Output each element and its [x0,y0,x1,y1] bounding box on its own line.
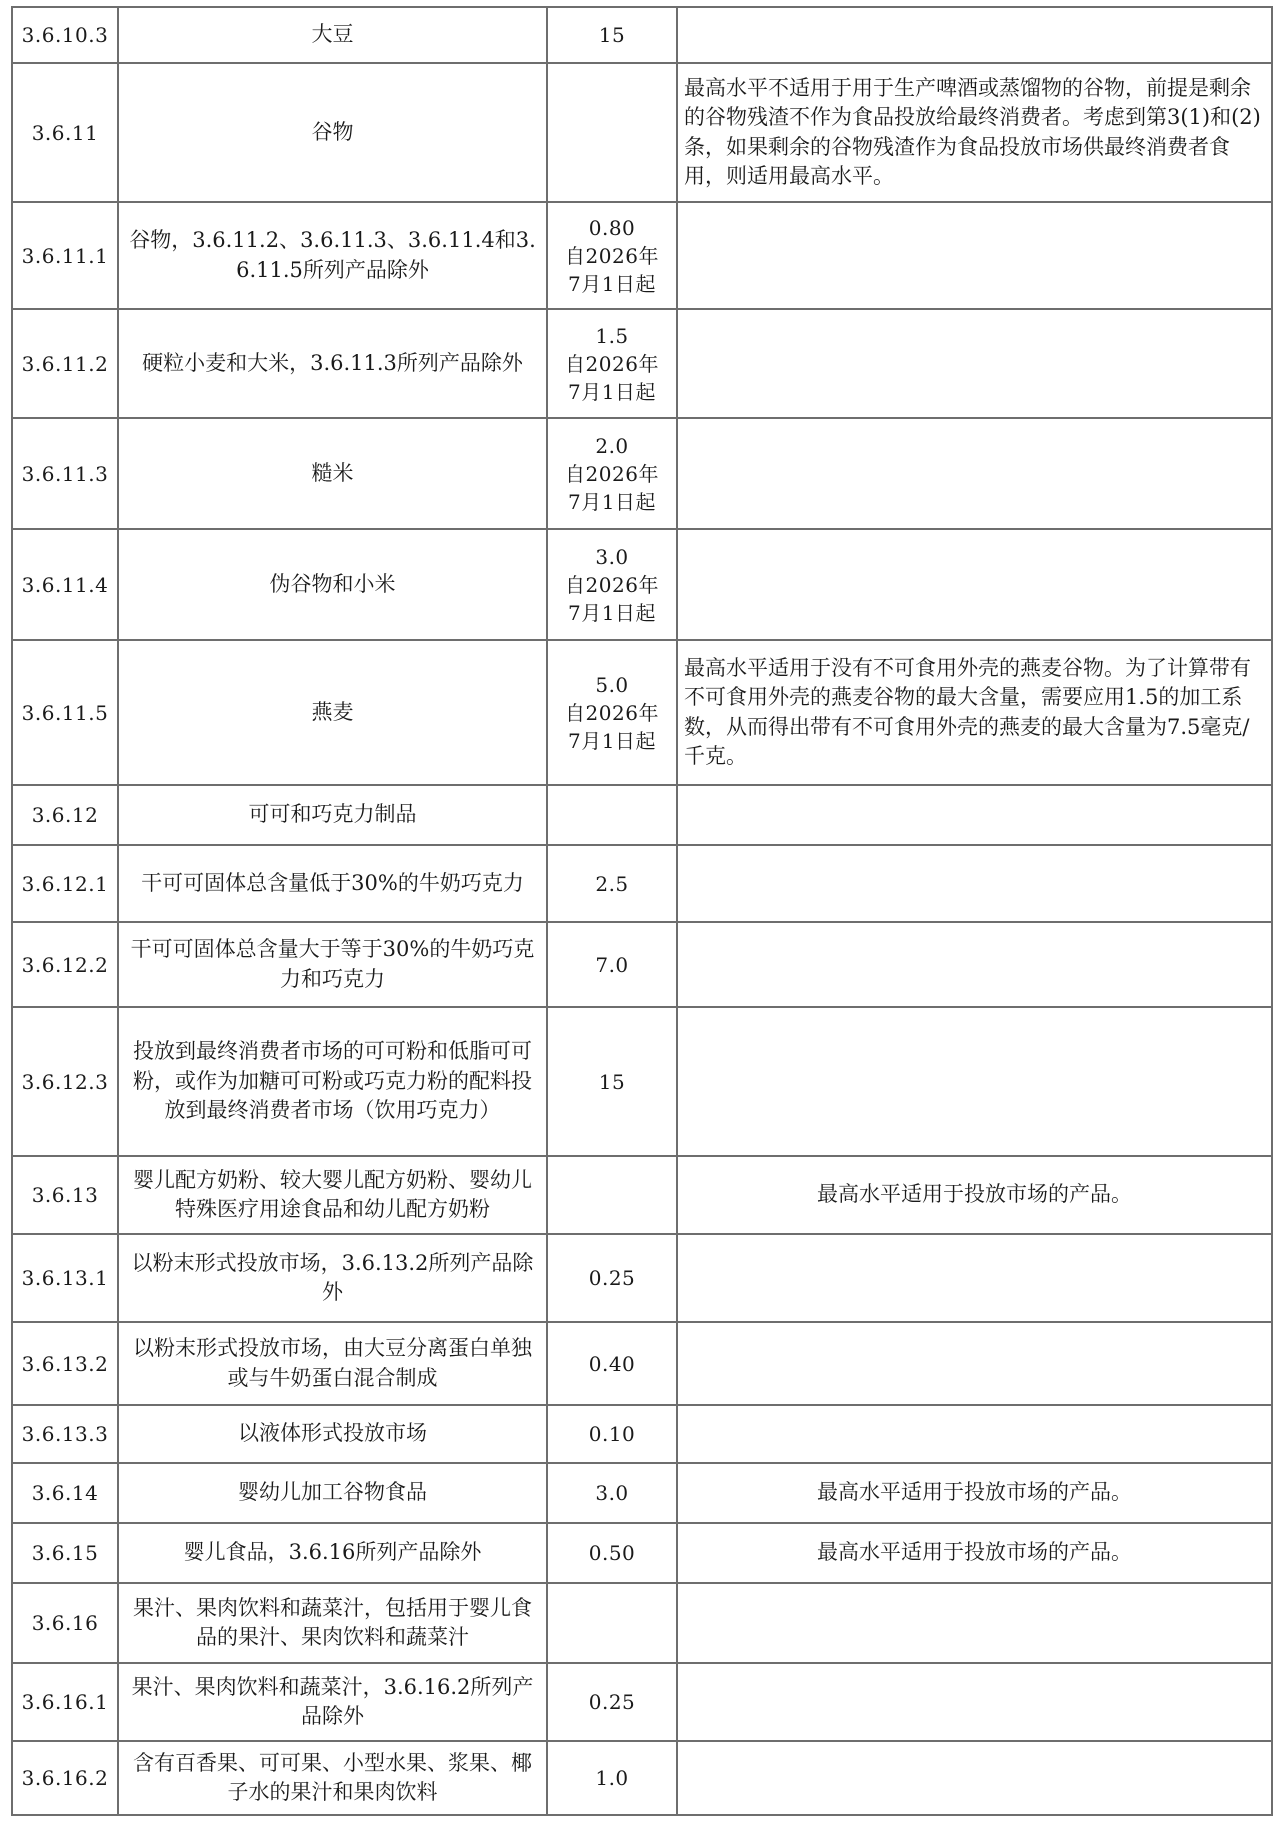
row-level [547,7,677,63]
table-row [12,63,1272,202]
row-product: 果汁、果肉饮料和蔬菜汁，3.6.16.2所列产品除外 [118,1663,547,1741]
level-value: 3.0 [595,544,629,569]
level-value: 15 [598,1069,626,1094]
level-value: 7.0 [595,952,629,977]
row-product: 谷物 [118,63,547,202]
row-code: 3.6.11.3 [12,418,118,529]
row-product: 以粉末形式投放市场，由大豆分离蛋白单独或与牛奶蛋白混合制成 [118,1322,547,1405]
level-date-day: 7月1日起 [568,600,656,625]
level-value: 5.0 [595,672,629,697]
row-level [547,1322,677,1405]
row-level [547,418,677,529]
level-date-from: 自2026年 [565,700,659,725]
row-product: 以液体形式投放市场 [118,1405,547,1463]
level-date-day: 7月1日起 [568,379,656,404]
table-row [12,1463,1272,1523]
level-value: 0.40 [588,1351,636,1376]
row-note [677,1583,1272,1663]
level-value: 1.5 [595,323,629,348]
row-level [547,529,677,640]
table-row [12,418,1272,529]
level-value: 0.50 [588,1541,636,1565]
table-row [12,1007,1272,1156]
row-product: 糙米 [118,418,547,529]
row-product: 可可和巧克力制品 [118,785,547,845]
level-value: 0.80 [588,215,636,240]
row-code: 3.6.11 [12,63,118,202]
row-code: 3.6.11.1 [12,202,118,309]
row-product: 婴儿食品，3.6.16所列产品除外 [118,1523,547,1583]
level-date-from: 自2026年 [565,243,659,268]
row-note [677,1234,1272,1322]
row-level [547,1405,677,1463]
level-value: 2.5 [595,871,629,896]
row-code: 3.6.14 [12,1463,118,1523]
table-row [12,845,1272,922]
level-value: 0.10 [588,1422,636,1446]
row-level [547,640,677,785]
row-product: 谷物，3.6.11.2、3.6.11.3、3.6.11.4和3.6.11.5所列产品除外 [118,202,547,309]
row-level [547,1583,677,1663]
row-level [547,1156,677,1234]
row-level [547,785,677,845]
row-code: 3.6.11.5 [12,640,118,785]
row-code: 3.6.13.3 [12,1405,118,1463]
row-product: 以粉末形式投放市场，3.6.13.2所列产品除外 [118,1234,547,1322]
level-value: 3.0 [595,1481,629,1505]
contaminant-limits-table [11,6,1273,1816]
level-date-day: 7月1日起 [568,271,656,296]
row-level [547,1234,677,1322]
row-note: 最高水平适用于投放市场的产品。 [677,1463,1272,1523]
table-row [12,1405,1272,1463]
row-code: 3.6.13.2 [12,1322,118,1405]
level-date-from: 自2026年 [565,572,659,597]
row-level [547,309,677,418]
level-date-from: 自2026年 [565,461,659,486]
row-note: 最高水平适用于投放市场的产品。 [677,1523,1272,1583]
row-level [547,1741,677,1815]
row-level [547,1007,677,1156]
row-note [677,1007,1272,1156]
row-product: 投放到最终消费者市场的可可粉和低脂可可粉，或作为加糖可可粉或巧克力粉的配料投放到最终消费者市场（饮用巧克力） [118,1007,547,1156]
row-product: 干可可固体总含量低于30%的牛奶巧克力 [118,845,547,922]
row-note [677,922,1272,1007]
row-level [547,1523,677,1583]
row-code: 3.6.15 [12,1523,118,1583]
table-row [12,1156,1272,1234]
table-row [12,7,1272,63]
table-row [12,785,1272,845]
table-row [12,1234,1272,1322]
level-value: 0.25 [588,1266,636,1290]
row-level [547,63,677,202]
row-note: 最高水平适用于没有不可食用外壳的燕麦谷物。为了计算带有不可食用外壳的燕麦谷物的最大含量，需要应用1.5的加工系数，从而得出带有不可食用外壳的燕麦的最大含量为7.5毫克/千克。 [677,640,1272,785]
table-row [12,529,1272,640]
level-value: 2.0 [595,433,629,458]
row-level [547,202,677,309]
row-note [677,529,1272,640]
row-code: 3.6.12.1 [12,845,118,922]
row-code: 3.6.13.1 [12,1234,118,1322]
row-code: 3.6.10.3 [12,7,118,63]
row-code: 3.6.12 [12,785,118,845]
row-note [677,7,1272,63]
row-note: 最高水平不适用于用于生产啤酒或蒸馏物的谷物，前提是剩余的谷物残渣不作为食品投放给最终消费者。考虑到第3(1)和(2)条，如果剩余的谷物残渣作为食品投放市场供最终消费者食用，则适用最高水平。 [677,63,1272,202]
level-value: 15 [598,23,626,47]
level-value: 1.0 [595,1766,629,1790]
table-row [12,1741,1272,1815]
table-row [12,640,1272,785]
row-product: 硬粒小麦和大米，3.6.11.3所列产品除外 [118,309,547,418]
row-note [677,785,1272,845]
row-product: 大豆 [118,7,547,63]
level-date-from: 自2026年 [565,351,659,376]
table-row [12,1322,1272,1405]
table-row [12,1583,1272,1663]
row-code: 3.6.16 [12,1583,118,1663]
level-date-day: 7月1日起 [568,728,656,753]
row-level [547,1463,677,1523]
row-code: 3.6.13 [12,1156,118,1234]
row-level [547,845,677,922]
level-value: 0.25 [588,1690,636,1714]
row-code: 3.6.16.2 [12,1741,118,1815]
table-row [12,309,1272,418]
row-note: 最高水平适用于投放市场的产品。 [677,1156,1272,1234]
row-product: 干可可固体总含量大于等于30%的牛奶巧克力和巧克力 [118,922,547,1007]
row-product: 燕麦 [118,640,547,785]
row-product: 伪谷物和小米 [118,529,547,640]
table-row [12,1523,1272,1583]
row-product: 果汁、果肉饮料和蔬菜汁，包括用于婴儿食品的果汁、果肉饮料和蔬菜汁 [118,1583,547,1663]
row-code: 3.6.11.4 [12,529,118,640]
row-note [677,418,1272,529]
level-date-day: 7月1日起 [568,489,656,514]
row-note [677,202,1272,309]
row-code: 3.6.12.3 [12,1007,118,1156]
row-note [677,1663,1272,1741]
row-note [677,1405,1272,1463]
row-note [677,845,1272,922]
row-note [677,309,1272,418]
row-product: 婴儿配方奶粉、较大婴儿配方奶粉、婴幼儿特殊医疗用途食品和幼儿配方奶粉 [118,1156,547,1234]
row-code: 3.6.16.1 [12,1663,118,1741]
row-note [677,1741,1272,1815]
row-level [547,922,677,1007]
row-note [677,1322,1272,1405]
row-product: 含有百香果、可可果、小型水果、浆果、椰子水的果汁和果肉饮料 [118,1741,547,1815]
row-code: 3.6.12.2 [12,922,118,1007]
table-row [12,922,1272,1007]
row-product: 婴幼儿加工谷物食品 [118,1463,547,1523]
row-level [547,1663,677,1741]
table-row [12,202,1272,309]
row-code: 3.6.11.2 [12,309,118,418]
table-row [12,1663,1272,1741]
